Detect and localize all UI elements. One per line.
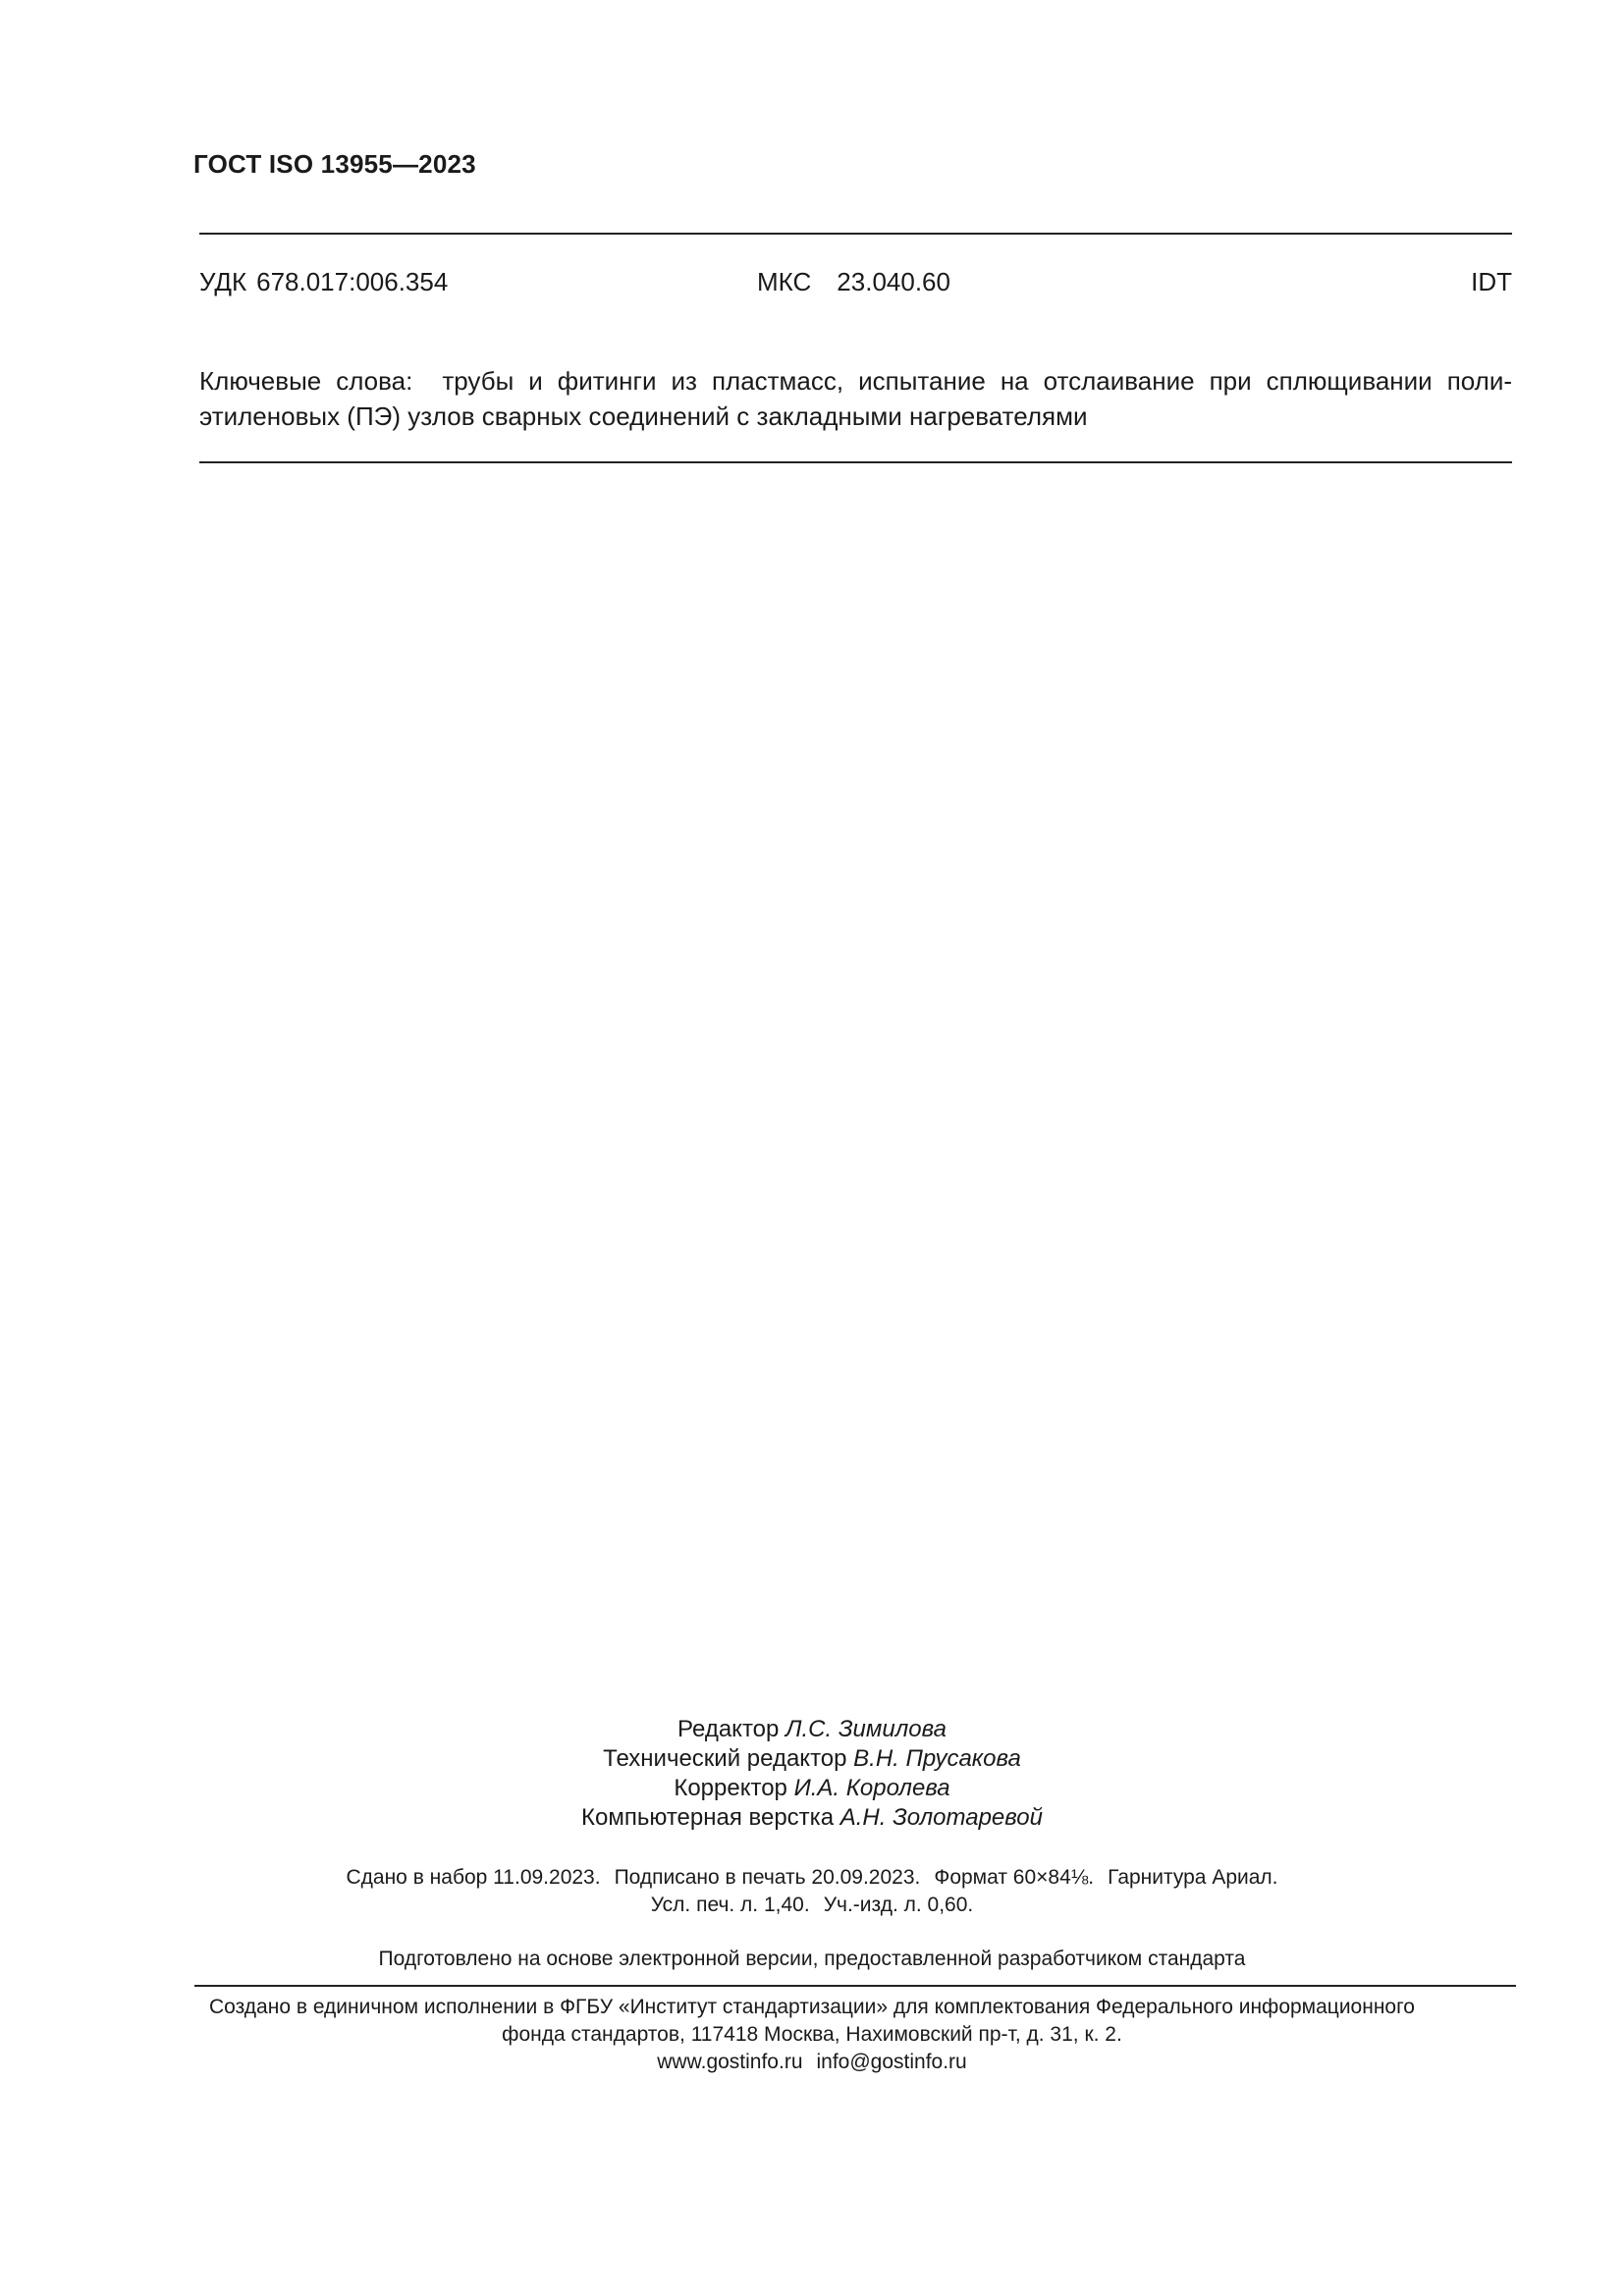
- print-sheets: Усл. печ. л. 1,40.: [650, 1894, 810, 1916]
- signed-date: Подписано в печать 20.09.2023.: [614, 1866, 921, 1889]
- editorial-credits: [0, 1715, 1624, 1833]
- credit-layout: [0, 1803, 1624, 1833]
- imprint-line2: фонда стандартов, 117418 Москва, Нахимовский пр-т, д. 31, к. 2.: [502, 2023, 1122, 2046]
- keywords-divider: [199, 461, 1512, 463]
- imprint-line1: Создано в единичном исполнении в ФГБУ «Институт стандартизации» для комплектования Федерального информационного: [209, 1996, 1415, 2018]
- document-id: ГОСТ ISO 13955—2023: [193, 149, 476, 179]
- print-details: [0, 1864, 1624, 1919]
- paper-format: Формат 60×84⅛.: [934, 1866, 1095, 1889]
- classification-row: [199, 267, 1512, 300]
- typeset-date: Сдано в набор 11.09.2023.: [346, 1866, 601, 1889]
- equivalence-degree: IDT: [1471, 267, 1512, 296]
- credit-name: В.Н. Прусакова: [853, 1745, 1021, 1772]
- prepared-note: Подготовлено на основе электронной версии, предоставленной разработчиком стандарта: [378, 1948, 1246, 1970]
- imprint-divider: [194, 1985, 1516, 1987]
- imprint-contacts: [0, 2049, 1624, 2076]
- credit-editor: [0, 1715, 1624, 1744]
- credit-name: Л.С. Зимилова: [785, 1716, 947, 1742]
- credit-role: Корректор: [674, 1775, 787, 1801]
- udc-value: 678.017:006.354: [256, 267, 449, 296]
- top-divider: [199, 233, 1512, 235]
- print-details-line2: [0, 1892, 1624, 1919]
- mks-label: МКС: [757, 267, 812, 296]
- website-link[interactable]: www.gostinfo.ru: [657, 2051, 803, 2073]
- typeface: Гарнитура Ариал.: [1108, 1866, 1278, 1889]
- print-details-line1: [0, 1864, 1624, 1892]
- credit-role: Редактор: [677, 1716, 780, 1742]
- credit-name: А.Н. Золотаревой: [839, 1804, 1043, 1831]
- udc-label: УДК: [199, 267, 247, 296]
- credit-name: И.А. Королева: [793, 1775, 950, 1801]
- credit-technical-editor: [0, 1744, 1624, 1774]
- mks-code: [757, 267, 950, 297]
- udc-code: [199, 267, 448, 297]
- credit-proofreader: [0, 1774, 1624, 1803]
- mks-value: 23.040.60: [837, 267, 950, 296]
- email-link[interactable]: info@gostinfo.ru: [816, 2051, 967, 2073]
- credit-role: Компьютерная верстка: [581, 1804, 835, 1831]
- keywords-text: трубы и фитинги из пластмасс, испытание на отслаивание при сплющивании поли-этиленовых (ПЭ) узлов сварных соединений с закладными нагревателями: [199, 366, 1513, 431]
- keywords-label: Ключевые слова:: [199, 366, 413, 396]
- credit-role: Технический редактор: [603, 1745, 847, 1772]
- publisher-imprint: [0, 1994, 1624, 2076]
- publication-sheets: Уч.-изд. л. 0,60.: [823, 1894, 974, 1916]
- keywords-paragraph: [199, 363, 1512, 434]
